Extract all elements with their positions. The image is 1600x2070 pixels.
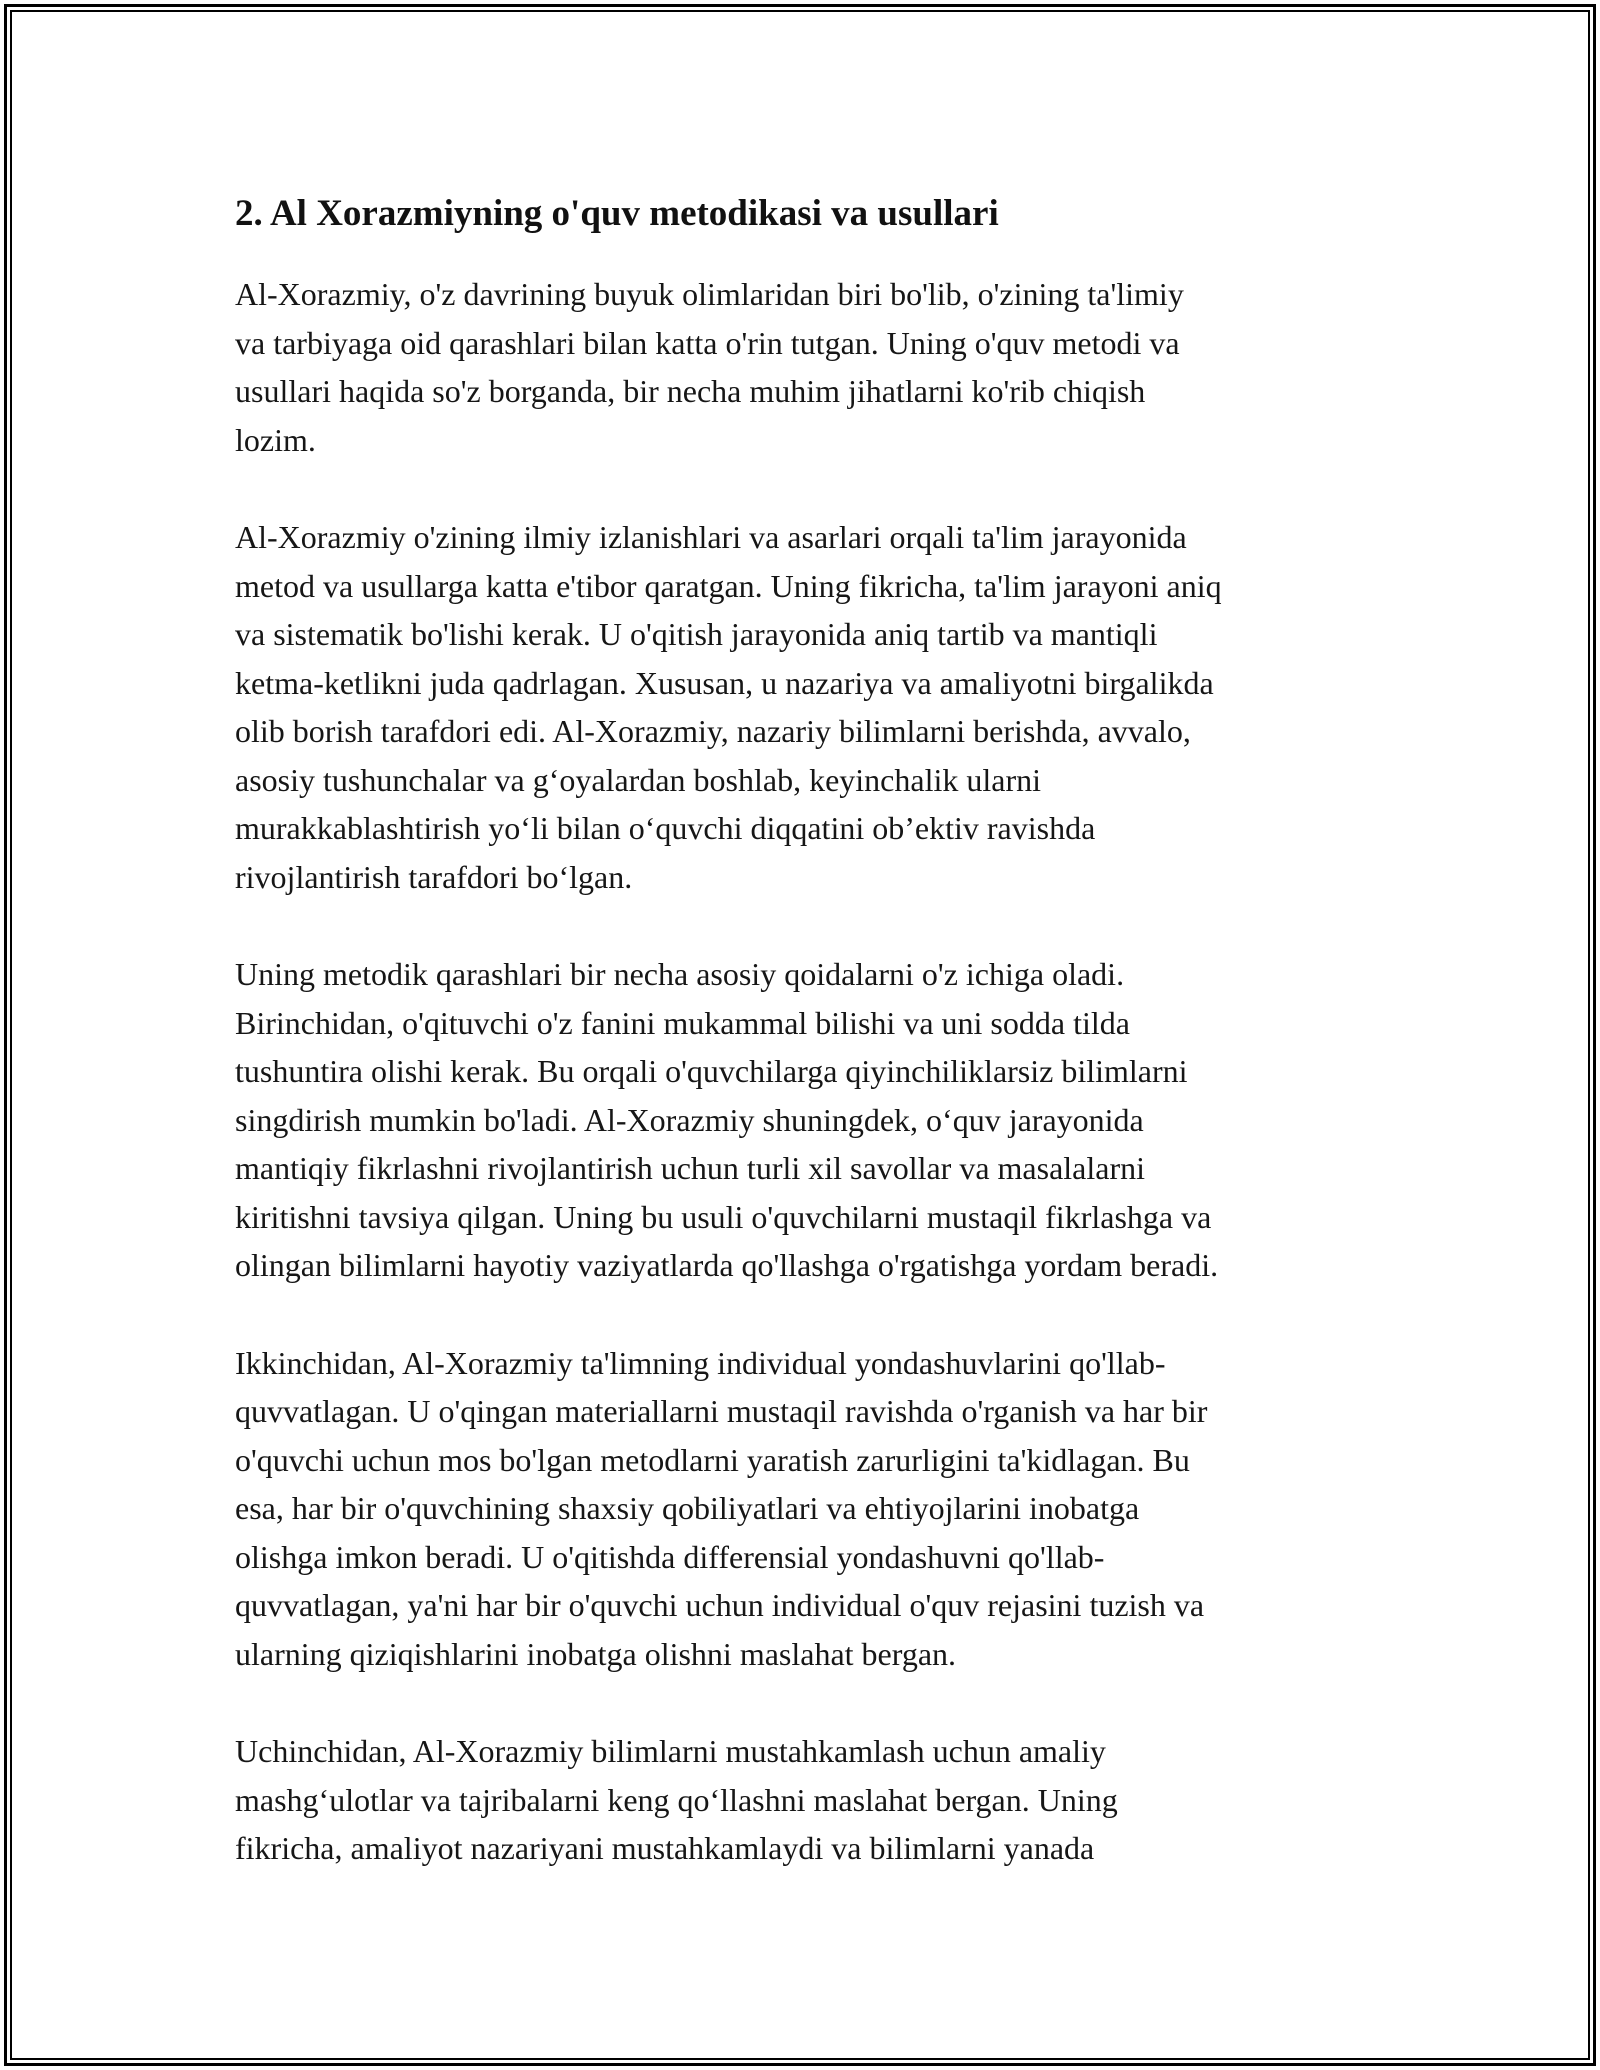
text-line: quvvatlagan, ya'ni har bir o'quvchi uchun individual o'quv rejasini tuzish va (235, 1587, 1205, 1623)
text-line: Al-Xorazmiy o'zining ilmiy izlanishlari va asarlari orqali ta'lim jarayonida (235, 519, 1187, 555)
text-line: va tarbiyaga oid qarashlari bilan katta o'rin tutgan. Uning o'quv metodi va (235, 324, 1180, 361)
text-line: fikricha, amaliyot nazariyani mustahkamlaydi va bilimlarni yanada (235, 1830, 1095, 1866)
text-line: Uning metodik qarashlari bir necha asosiy qoidalarni o'z ichiga oladi. (235, 956, 1125, 992)
document-body (235, 186, 1370, 1922)
text-line: usullari haqida so'z borganda, bir necha muhim jihatlarni ko'rib chiqish (235, 373, 1146, 409)
text-line: murakkablashtirish yo‘li bilan o‘quvchi diqqatini ob’ektiv ravishda (235, 810, 1096, 846)
text-line: metod va usullarga katta e'tibor qaratgan. Uning fikricha, ta'lim jarayoni aniq (235, 567, 1222, 604)
text-line: Ikkinchidan, Al-Xorazmiy ta'limning individual yondashuvlarini qo'llab- (235, 1344, 1166, 1381)
paragraph-1 (235, 270, 1370, 464)
text-line: ularning qiziqishlarini inobatga olishni maslahat bergan. (235, 1635, 957, 1672)
text-line: o'quvchi uchun mos bo'lgan metodlarni yaratish zarurligini ta'kidlagan. Bu (235, 1441, 1190, 1478)
text-line: ketma-ketlikni juda qadrlagan. Xususan, u nazariya va amaliyotni birgalikda (235, 664, 1214, 701)
text-line: lozim. (235, 421, 316, 458)
text-line: Uchinchidan, Al-Xorazmiy bilimlarni mustahkamlash uchun amaliy (235, 1733, 1106, 1769)
text-line: va sistematik bo'lishi kerak. U o'qitish jarayonida aniq tartib va mantiqli (235, 616, 1158, 652)
text-line: esa, har bir o'quvchining shaxsiy qobiliyatlari va ehtiyojlarini inobatga (235, 1490, 1140, 1526)
text-line: tushuntira olishi kerak. Bu orqali o'quvchilarga qiyinchiliklarsiz bilimlarni (235, 1053, 1188, 1089)
paragraph-4 (235, 1339, 1370, 1679)
text-line: olishga imkon beradi. U o'qitishda differensial yondashuvni qo'llab- (235, 1538, 1105, 1575)
paragraph-3 (235, 950, 1370, 1290)
section-heading: 2. Al Xorazmiyning o'quv metodikasi va usullari (235, 193, 999, 234)
text-line: singdirish mumkin bo'ladi. Al-Xorazmiy shuningdek, o‘quv jarayonida (235, 1101, 1144, 1138)
text-line: kiritishni tavsiya qilgan. Uning bu usuli o'quvchilarni mustaqil fikrlashga va (235, 1198, 1212, 1235)
text-line: asosiy tushunchalar va g‘oyalardan boshlab, keyinchalik ularni (235, 761, 1041, 798)
text-line: Birinchidan, o'qituvchi o'z fanini mukammal bilishi va uni sodda tilda (235, 1004, 1130, 1041)
text-line: quvvatlagan. U o'qingan materiallarni mustaqil ravishda o'rganish va har bir (235, 1393, 1208, 1429)
text-line: olib borish tarafdori edi. Al-Xorazmiy, nazariy bilimlarni berishda, avvalo, (235, 713, 1191, 749)
paragraph-list (235, 270, 1370, 1873)
text-line: mashg‘ulotlar va tajribalarni keng qo‘llashni maslahat bergan. Uning (235, 1781, 1118, 1818)
paragraph-5 (235, 1727, 1370, 1873)
paragraph-2 (235, 513, 1370, 901)
text-line: olingan bilimlarni hayotiy vaziyatlarda qo'llashga o'rgatishga yordam beradi. (235, 1247, 1219, 1283)
text-line: Al-Xorazmiy, o'z davrining buyuk olimlaridan biri bo'lib, o'zining ta'limiy (235, 276, 1184, 312)
text-line: mantiqiy fikrlashni rivojlantirish uchun turli xil savollar va masalalarni (235, 1150, 1146, 1186)
text-line: rivojlantirish tarafdori bo‘lgan. (235, 858, 633, 895)
